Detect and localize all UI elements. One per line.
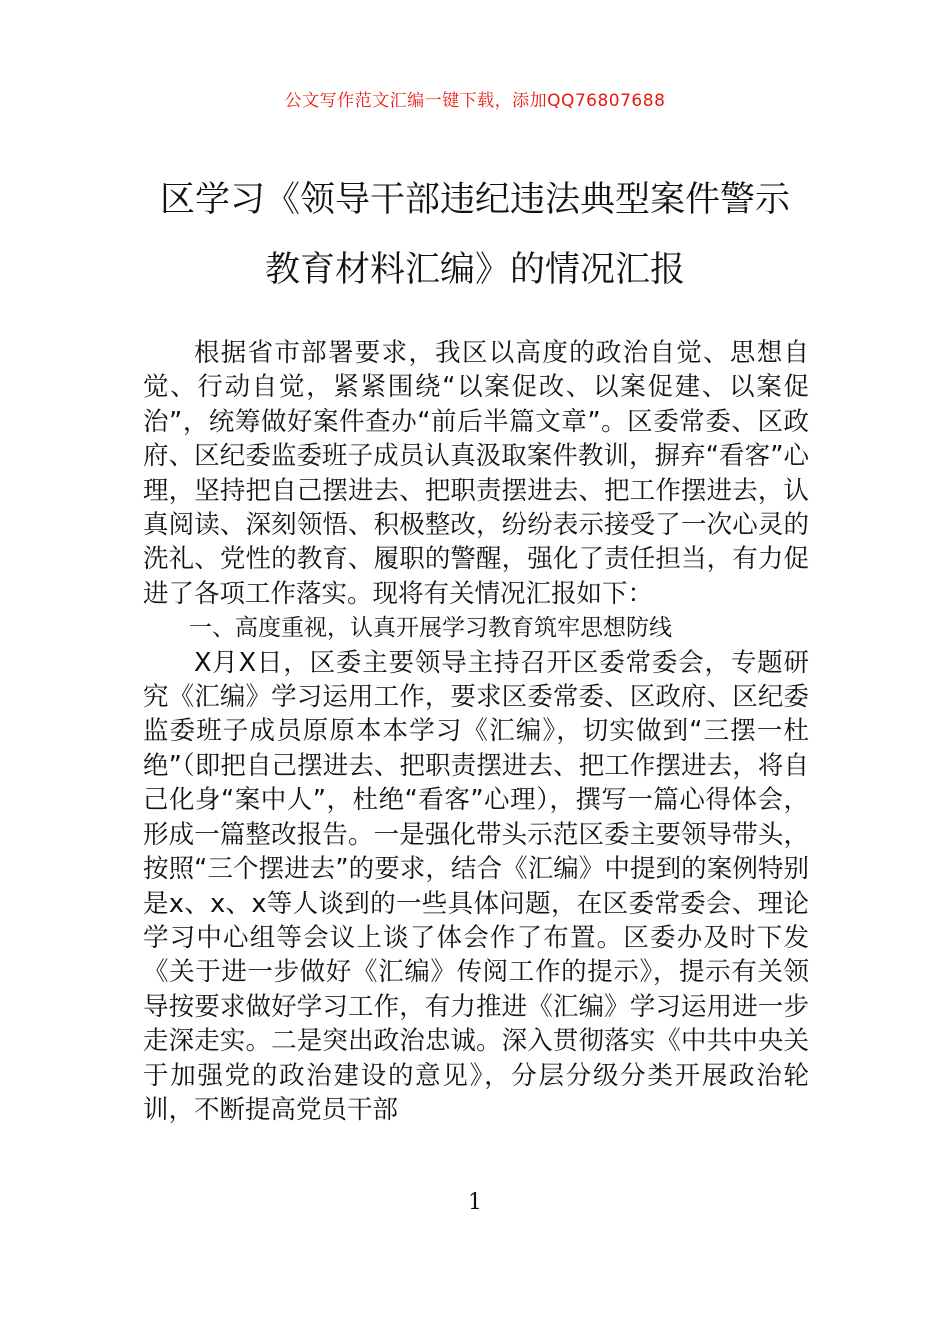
section-paragraph: X月X日，区委主要领导主持召开区委常委会，专题研究《汇编》学习运用工作，要求区委常委、区政府、区纪委监委班子成员原原本本学习《汇编》，切实做到“三摆一杜绝”（即把自己摆进去、把职责摆进去、把工作摆进去，将自己化身“案中人”，杜绝“看客”心理），撰写一篇心得体会，形成一篇整改报告。一是强化带头示范区委主要领导带头，按照“三个摆进去”的要求，结合《汇编》中提到的案例特别是x、x、x等人谈到的一些具体问题，在区委常委会、理论学习中心组等会议上谈了体会作了布置。区委办及时下发《关于进一步做好《汇编》传阅工作的提示》，提示有关领导按要求做好学习工作，有力推进《汇编》学习运用进一步走深走实。二是突出政治忠诚。深入贯彻落实《中共中央关于加强党的政治建设的意见》，分层分级分类开展政治轮训，不断提高党员干部 — [143, 647, 809, 1125]
document-body — [143, 336, 809, 1127]
page-number: 1 — [468, 1190, 482, 1215]
document-title — [100, 165, 850, 305]
title-line-2: 教育材料汇编》的情况汇报 — [264, 250, 685, 290]
download-watermark: 公文写作范文汇编一键下载，添加QQ76807688 — [284, 91, 666, 111]
title-line-1: 区学习《领导干部违纪违法典型案件警示 — [159, 180, 790, 220]
intro-paragraph: 根据省市部署要求，我区以高度的政治自觉、思想自觉、行动自觉，紧紧围绕“以案促改、以案促建、以案促治”，统筹做好案件查办“前后半篇文章”。区委常委、区政府、区纪委监委班子成员认真汲取案件教训，摒弃“看客”心理，坚持把自己摆进去、把职责摆进去、把工作摆进去，认真阅读、深刻领悟、积极整改，纷纷表示接受了一次心灵的洗礼、党性的教育、履职的警醒，强化了责任担当，有力促进了各项工作落实。现将有关情况汇报如下： — [143, 338, 809, 609]
section-heading: 一、高度重视，认真开展学习教育筑牢思想防线 — [189, 615, 672, 642]
